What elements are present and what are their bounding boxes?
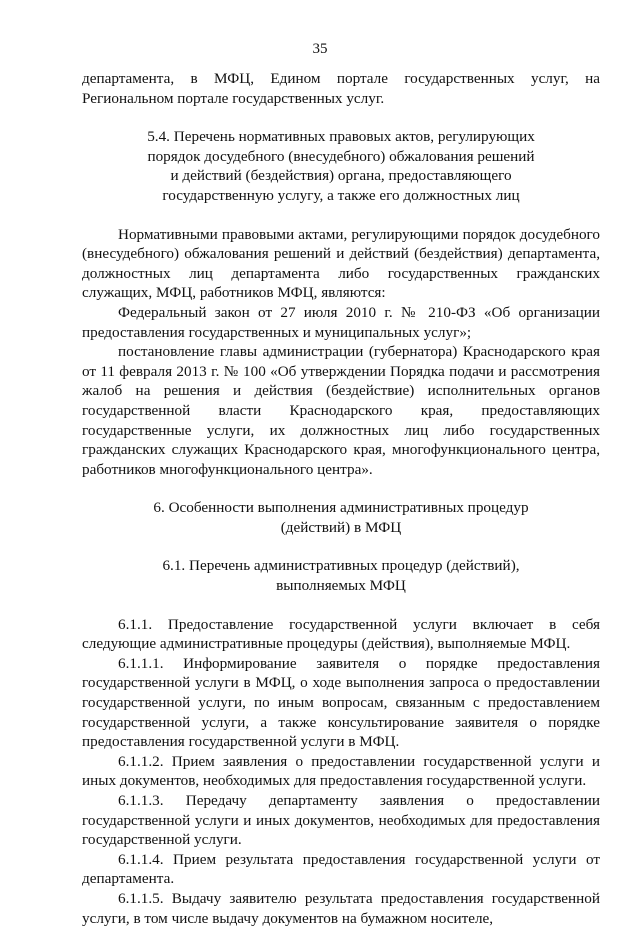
heading-line: 6. Особенности выполнения административных процедур [153, 499, 529, 517]
paragraph: постановление главы администрации (губернатора) Краснодарского края от 11 февраля 2013 г. № 100 «Об утверждении Порядка подачи и рассмотрения жалоб на решения и действия (бездействие) исполнительных органов государственной власти Краснодарского края, предоставляющих государственные услуги, их должностных лиц либо государственных гражданских служащих Краснодарского края, многофункционального центра, работников многофункционального центра». [82, 343, 600, 478]
paragraph: Федеральный закон от 27 июля 2010 г. № 210-ФЗ «Об организации предоставления государственных и муниципальных услуг»; [82, 303, 600, 341]
paragraph: 6.1.1.1. Информирование заявителя о порядке предоставления государственной услуги в МФЦ, о ходе выполнения запроса о предоставлении государственной услуги, по иным вопросам, связанным с предоставлением государственной услуги, а также консультирование заявителя о порядке предоставления государственной услуги в МФЦ. [82, 654, 600, 751]
heading-line: государственную услугу, а также его должностных лиц [162, 186, 520, 204]
heading-line: 5.4. Перечень нормативных правовых актов, регулирующих [147, 128, 535, 146]
spacer [82, 537, 600, 556]
heading-line: порядок досудебного (внесудебного) обжалования решений [147, 147, 535, 165]
paragraph: 6.1.1.3. Передачу департаменту заявления о предоставлении государственной услуги и иных документов, необходимых для предоставления государственной услуги. [82, 792, 600, 849]
heading-line: выполняемых МФЦ [276, 577, 406, 595]
paragraph: 6.1.1.2. Прием заявления о предоставлении государственной услуги и иных документов, необходимых для предоставления государственной услуги. [82, 752, 600, 790]
heading-line: (действий) в МФЦ [280, 518, 402, 536]
section-heading [82, 556, 600, 595]
document-body [82, 69, 600, 928]
paragraph: 6.1.1.4. Прием результата предоставления государственной услуги от департамента. [82, 850, 600, 888]
page-number: 35 [312, 41, 328, 57]
spacer [82, 596, 600, 615]
heading-line: и действий (бездействия) органа, предоставляющего [170, 167, 512, 185]
section-heading [82, 127, 600, 205]
paragraph: 6.1.1.5. Выдачу заявителю результата предоставления государственной услуги, в том числе выдачу документов на бумажном носителе, [82, 889, 600, 927]
spacer [82, 108, 600, 127]
paragraph: Нормативными правовыми актами, регулирующими порядок досудебного (внесудебного) обжалования решений и действий (бездействия) департамента, должностных лиц департамента либо государственных гражданских служащих, МФЦ, работников МФЦ, являются: [82, 225, 600, 302]
spacer [82, 206, 600, 225]
paragraph: департамента, в МФЦ, Едином портале государственных услуг, на Региональном портале государственных услуг. [82, 70, 600, 107]
section-heading [82, 498, 600, 537]
spacer [82, 479, 600, 498]
paragraph: 6.1.1. Предоставление государственной услуги включает в себя следующие административные процедуры (действия), выполняемые МФЦ. [82, 615, 600, 653]
heading-line: 6.1. Перечень административных процедур (действий), [162, 557, 520, 575]
